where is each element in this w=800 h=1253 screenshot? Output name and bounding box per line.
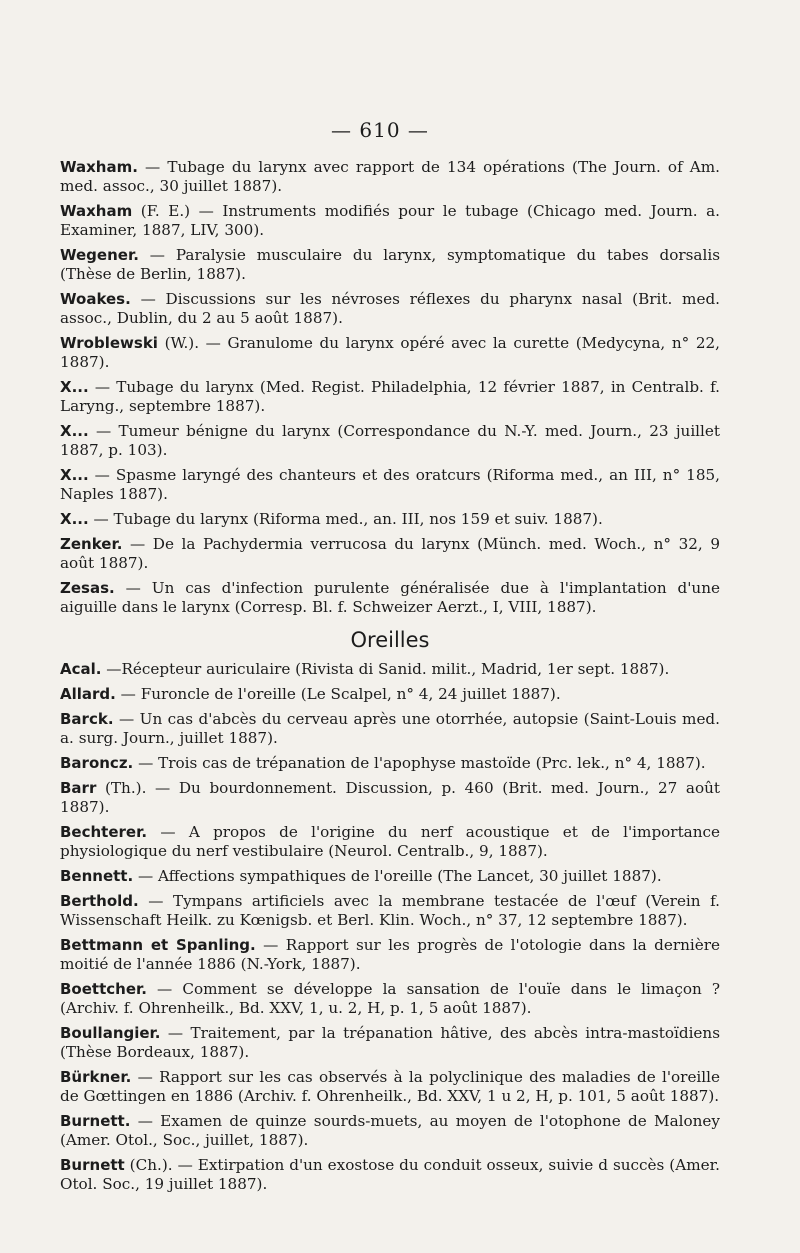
bibliography-entry bbox=[60, 158, 720, 196]
section-heading: Oreilles bbox=[350, 628, 430, 652]
entry-citation: (Ch.). — Extirpation d'un exostose du conduit osseux, suivie d succès (Amer. Otol. Soc., 19 juillet 1887). bbox=[60, 1156, 720, 1193]
entry-author: Zenker. bbox=[60, 535, 123, 553]
entry-author: Bettmann et Spanling. bbox=[60, 936, 256, 954]
bibliography-entry bbox=[60, 892, 720, 930]
bibliography-entry bbox=[60, 980, 720, 1018]
entry-citation: — Discussions sur les névroses réflexes du pharynx nasal (Brit. med. assoc., Dublin, du 2 au 5 août 1887). bbox=[60, 290, 720, 327]
entry-author: Burnett. bbox=[60, 1112, 131, 1130]
entry-citation: — De la Pachydermia verrucosa du larynx (Münch. med. Woch., n° 32, 9 août 1887). bbox=[60, 535, 720, 572]
bibliography-entry bbox=[60, 867, 720, 886]
bibliography-entry bbox=[60, 1156, 720, 1194]
bibliography-entry bbox=[60, 1024, 720, 1062]
entry-citation: — A propos de l'origine du nerf acoustique et de l'importance physiologique du nerf vestibulaire (Neurol. Centralb., 9, 1887). bbox=[60, 823, 720, 860]
entry-author: Wegener. bbox=[60, 246, 139, 264]
entry-citation: — Tubage du larynx avec rapport de 134 opérations (The Journ. of Am. med. assoc., 30 juillet 1887). bbox=[60, 158, 720, 195]
entry-author: Boullangier. bbox=[60, 1024, 161, 1042]
entry-author: X... bbox=[60, 510, 89, 528]
bibliography-entry bbox=[60, 685, 720, 704]
entry-author: Berthold. bbox=[60, 892, 139, 910]
entry-citation: — Spasme laryngé des chanteurs et des oratcurs (Riforma med., an III, n° 185, Naples 1887). bbox=[60, 466, 720, 503]
bibliography-entry bbox=[60, 779, 720, 817]
bibliography-entry bbox=[60, 710, 720, 748]
entry-author: Acal. bbox=[60, 660, 102, 678]
entry-citation: — Tympans artificiels avec la membrane testacée de l'œuf (Verein f. Wissenschaft Heilk. zu Kœnigsb. et Berl. Klin. Woch., n° 37, 12 septembre 1887). bbox=[60, 892, 720, 929]
entry-list-larynx bbox=[60, 158, 720, 617]
bibliography-entry bbox=[60, 202, 720, 240]
entry-author: Wroblewski bbox=[60, 334, 158, 352]
entry-citation: (Th.). — Du bourdonnement. Discussion, p. 460 (Brit. med. Journ., 27 août 1887). bbox=[60, 779, 720, 816]
entry-citation: — Affections sympathiques de l'oreille (The Lancet, 30 juillet 1887). bbox=[133, 867, 662, 885]
entry-author: Boettcher. bbox=[60, 980, 147, 998]
entry-list-oreilles bbox=[60, 660, 720, 1194]
bibliography-entry bbox=[60, 290, 720, 328]
page-number: — 610 — bbox=[331, 118, 429, 142]
entry-citation: — Tubage du larynx (Riforma med., an. III, nos 159 et suiv. 1887). bbox=[88, 510, 603, 528]
entry-author: Zesas. bbox=[60, 579, 115, 597]
bibliography-entry bbox=[60, 535, 720, 573]
entry-author: X... bbox=[60, 422, 89, 440]
bibliography-entry bbox=[60, 246, 720, 284]
entry-author: X... bbox=[60, 378, 89, 396]
entry-citation: — Tubage du larynx (Med. Regist. Philadelphia, 12 février 1887, in Centralb. f. Laryng., septembre 1887). bbox=[60, 378, 720, 415]
bibliography-entry bbox=[60, 510, 720, 529]
entry-citation: (W.). — Granulome du larynx opéré avec la curette (Medycyna, n° 22, 1887). bbox=[60, 334, 720, 371]
bibliography-entry bbox=[60, 579, 720, 617]
entry-author: X... bbox=[60, 466, 89, 484]
bibliography-column bbox=[60, 158, 720, 1200]
entry-author: Waxham. bbox=[60, 158, 138, 176]
entry-author: Burnett bbox=[60, 1156, 125, 1174]
entry-author: Barr bbox=[60, 779, 97, 797]
entry-author: Waxham bbox=[60, 202, 133, 220]
bibliography-entry bbox=[60, 936, 720, 974]
entry-author: Woakes. bbox=[60, 290, 131, 308]
bibliography-entry bbox=[60, 1068, 720, 1106]
entry-citation: — Rapport sur les progrès de l'otologie dans la dernière moitié de l'année 1886 (N.-York, 1887). bbox=[60, 936, 720, 973]
bibliography-entry bbox=[60, 1112, 720, 1150]
entry-citation: — Examen de quinze sourds-muets, au moyen de l'otophone de Maloney (Amer. Otol., Soc., juillet, 1887). bbox=[60, 1112, 720, 1149]
bibliography-entry bbox=[60, 823, 720, 861]
bibliography-entry bbox=[60, 466, 720, 504]
entry-citation: — Rapport sur les cas observés à la polyclinique des maladies de l'oreille de Gœttingen en 1886 (Archiv. f. Ohrenheilk., Bd. XXV, 1 u 2, H, p. 101, 5 août 1887). bbox=[60, 1068, 720, 1105]
entry-citation: — Furoncle de l'oreille (Le Scalpel, n° 4, 24 juillet 1887). bbox=[115, 685, 561, 703]
bibliography-entry bbox=[60, 422, 720, 460]
entry-citation: —Récepteur auriculaire (Rivista di Sanid. milit., Madrid, 1er sept. 1887). bbox=[101, 660, 670, 678]
entry-citation: — Un cas d'abcès du cerveau après une otorrhée, autopsie (Saint-Louis med. a. surg. Journ., juillet 1887). bbox=[60, 710, 720, 747]
entry-author: Barck. bbox=[60, 710, 114, 728]
entry-citation: — Paralysie musculaire du larynx, symptomatique du tabes dorsalis (Thèse de Berlin, 1887). bbox=[60, 246, 720, 283]
entry-citation: — Tumeur bénigne du larynx (Correspondance du N.-Y. med. Journ., 23 juillet 1887, p. 103). bbox=[60, 422, 720, 459]
entry-author: Allard. bbox=[60, 685, 116, 703]
entry-citation: (F. E.) — Instruments modifiés pour le tubage (Chicago med. Journ. a. Examiner, 1887, LIV, 300). bbox=[60, 202, 720, 239]
entry-citation: — Traitement, par la trépanation hâtive, des abcès intra-mastoïdiens (Thèse Bordeaux, 1887). bbox=[60, 1024, 720, 1061]
bibliography-entry bbox=[60, 660, 720, 679]
bibliography-entry bbox=[60, 334, 720, 372]
entry-author: Baroncz. bbox=[60, 754, 134, 772]
entry-citation: — Trois cas de trépanation de l'apophyse mastoïde (Prc. lek., n° 4, 1887). bbox=[133, 754, 706, 772]
bibliography-entry bbox=[60, 378, 720, 416]
entry-citation: — Un cas d'infection purulente généralisée due à l'implantation d'une aiguille dans le larynx (Corresp. Bl. f. Schweizer Aerzt., I, VIII, 1887). bbox=[60, 579, 720, 616]
entry-citation: — Comment se développe la sansation de l'ouïe dans le limaçon ? (Archiv. f. Ohrenheilk., Bd. XXV, 1, u. 2, H, p. 1, 5 août 1887). bbox=[60, 980, 720, 1017]
entry-author: Bechterer. bbox=[60, 823, 148, 841]
bibliography-entry bbox=[60, 754, 720, 773]
entry-author: Bürkner. bbox=[60, 1068, 132, 1086]
entry-author: Bennett. bbox=[60, 867, 134, 885]
